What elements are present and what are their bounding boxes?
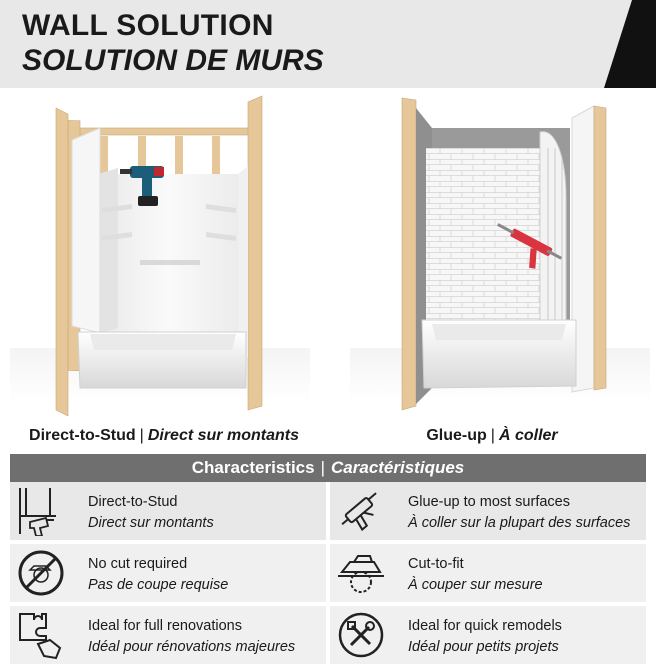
caption-direct-to-stud xyxy=(0,418,328,454)
no-saw-icon xyxy=(16,548,66,598)
feature-text-en: No cut required xyxy=(88,556,188,572)
feature-text-fr: Pas de coupe requise xyxy=(88,577,229,593)
characteristics-separator: | xyxy=(320,458,326,477)
feature-cell-direct-to-stud xyxy=(10,482,326,540)
circular-saw-icon xyxy=(336,548,386,598)
feature-text-fr: Idéal pour petits projets xyxy=(408,639,559,655)
glue-up-photo xyxy=(350,98,650,410)
characteristics-en: Characteristics xyxy=(191,458,315,477)
direct-to-stud-photo xyxy=(10,96,310,416)
corner-accent xyxy=(602,0,656,88)
caption-glue-up xyxy=(328,418,656,454)
title-french: SOLUTION DE MURS xyxy=(22,44,324,77)
feature-cell-glue-up xyxy=(330,482,646,540)
header-banner xyxy=(0,0,656,88)
puzzle-hand-icon xyxy=(16,610,66,660)
feature-text-en: Ideal for quick remodels xyxy=(408,618,562,634)
caulk-gun-icon xyxy=(336,486,386,536)
feature-text-fr: Idéal pour rénovations majeures xyxy=(88,639,296,655)
feature-text-fr: À couper sur mesure xyxy=(408,577,543,593)
feature-row xyxy=(10,606,646,668)
product-photos xyxy=(0,88,656,416)
feature-text-en: Direct-to-Stud xyxy=(88,494,178,510)
feature-text-fr: Direct sur montants xyxy=(88,515,214,531)
feature-cell-quick-remodels xyxy=(330,606,646,664)
feature-text-en: Glue-up to most surfaces xyxy=(408,494,570,510)
feature-cell-no-cut xyxy=(10,544,326,602)
caption-right-separator: | xyxy=(490,427,495,444)
feature-row xyxy=(10,544,646,606)
feature-text-fr: À coller sur la plupart des surfaces xyxy=(408,515,631,531)
feature-cell-full-renovations xyxy=(10,606,326,664)
feature-row xyxy=(10,482,646,544)
features-grid xyxy=(10,482,646,668)
characteristics-fr: Caractéristiques xyxy=(331,458,465,477)
drill-stud-icon xyxy=(16,486,66,536)
characteristics-bar xyxy=(10,454,646,482)
feature-text-en: Cut-to-fit xyxy=(408,556,464,572)
caption-left-fr: Direct sur montants xyxy=(147,427,299,444)
caption-left-en: Direct-to-Stud xyxy=(29,427,136,444)
title-english: WALL SOLUTION xyxy=(22,9,274,42)
caption-right-fr: À coller xyxy=(498,427,558,444)
caption-left-separator: | xyxy=(139,427,144,444)
feature-text-en: Ideal for full renovations xyxy=(88,618,242,634)
tools-badge-icon xyxy=(336,610,386,660)
caption-right-en: Glue-up xyxy=(426,427,487,444)
feature-cell-cut-to-fit xyxy=(330,544,646,602)
